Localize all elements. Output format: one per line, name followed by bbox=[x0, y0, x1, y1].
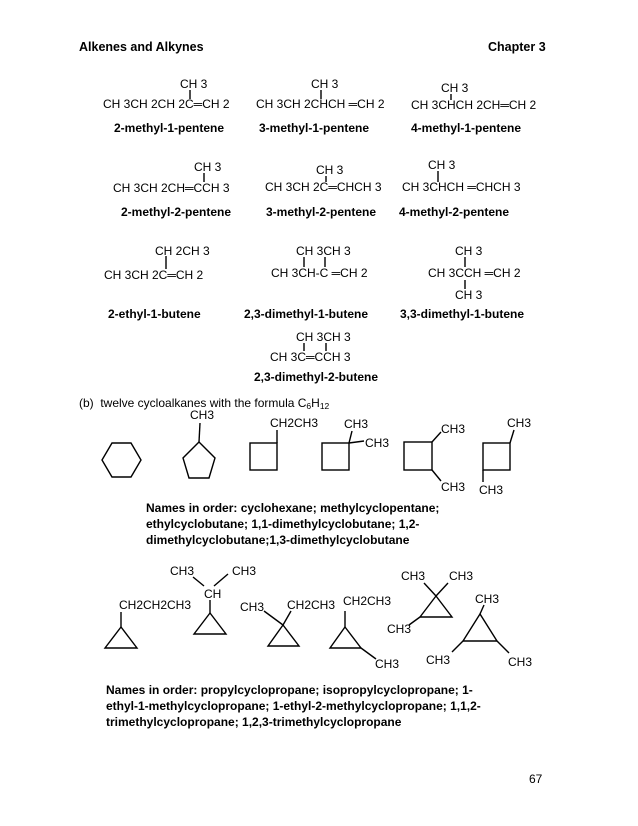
methyl-substituent: CH3 bbox=[475, 592, 500, 606]
substituent-label: CH 3 bbox=[455, 288, 483, 302]
substituent-label: CH 3 bbox=[455, 244, 483, 258]
methyl-substituent: CH3 bbox=[449, 569, 474, 583]
ethyl-substituent: CH2CH3 bbox=[287, 598, 336, 612]
compound-name: 4-methyl-1-pentene bbox=[411, 121, 522, 135]
condensed-formula: CH 3CH 2CH═CCH 3 bbox=[113, 181, 230, 195]
methyl-substituent: CH3 bbox=[240, 600, 265, 614]
condensed-formula: CH 3CHCH ═CHCH 3 bbox=[402, 180, 521, 194]
condensed-formula: CH 3C═CCH 3 bbox=[270, 350, 351, 364]
methyl-substituent: CH3 bbox=[401, 569, 426, 583]
cycloalkane-names-list-1: Names in order: cyclohexane; methylcyclopentane; ethylcyclobutane; 1,1-dimethylcyclobutane; 1,2-dimethylcyclobutane;1,3-dimethylcyclobutane bbox=[146, 501, 440, 547]
part-b-label: (b) twelve cycloalkanes with the formula $C_6H_{12}$ bbox=[79, 396, 330, 411]
condensed-formula: CH 3CH 2CH 2C═CH 2 bbox=[103, 97, 230, 111]
substituent-label: CH 3 bbox=[428, 158, 456, 172]
ethyl-substituent: CH2CH3 bbox=[270, 416, 319, 430]
condensed-formula: CH 3CCH ═CH 2 bbox=[428, 266, 521, 280]
page-number: 67 bbox=[529, 772, 543, 786]
running-header-chapter: Chapter 3 bbox=[488, 40, 546, 54]
ethyl-substituent: CH2CH3 bbox=[343, 594, 392, 608]
cyclopropane-ring bbox=[194, 613, 226, 634]
substituent-label: CH 3CH 3 bbox=[296, 330, 351, 344]
compound-name: 2,3-dimethyl-1-butene bbox=[244, 307, 369, 321]
condensed-formula: CH 3CHCH 2CH═CH 2 bbox=[411, 98, 537, 112]
cyclopropane-ring bbox=[105, 627, 137, 648]
condensed-formula: CH 3CH-C ═CH 2 bbox=[271, 266, 368, 280]
compound-name: 3,3-dimethyl-1-butene bbox=[400, 307, 525, 321]
substituent-label: CH 2CH 3 bbox=[155, 244, 210, 258]
methyl-substituent: CH3 bbox=[365, 436, 390, 450]
methyl-substituent: CH3 bbox=[170, 564, 195, 578]
methyl-substituent: CH3 bbox=[479, 483, 504, 497]
methyl-substituent: CH3 bbox=[387, 622, 412, 636]
compound-name: 3-methyl-1-pentene bbox=[259, 121, 370, 135]
ch-group: CH bbox=[204, 587, 222, 601]
running-header-title: Alkenes and Alkynes bbox=[79, 40, 204, 54]
condensed-formula: CH 3CH 2CHCH ═CH 2 bbox=[256, 97, 385, 111]
cyclopropane-ring bbox=[330, 627, 361, 648]
methyl-substituent: CH3 bbox=[441, 480, 466, 494]
methyl-substituent: CH3 bbox=[344, 417, 369, 431]
cycloalkane-names-list-2: Names in order: propylcyclopropane; isopropylcyclopropane; 1-ethyl-1-methylcyclopropane; 1-ethyl-2-methylcyclopropane; 1,1,2-trimethylcyclopropane; 1,2,3-trimethylcyclopropane bbox=[106, 683, 481, 729]
methyl-substituent: CH3 bbox=[232, 564, 257, 578]
substituent-label: CH 3CH 3 bbox=[296, 244, 351, 258]
methyl-substituent: CH3 bbox=[508, 655, 533, 669]
methyl-substituent: CH3 bbox=[375, 657, 400, 671]
condensed-formula: CH 3CH 2C═CHCH 3 bbox=[265, 180, 382, 194]
substituent-label: CH 3 bbox=[194, 160, 222, 174]
compound-name: 2-ethyl-1-butene bbox=[108, 307, 201, 321]
cyclopropane-ring bbox=[463, 614, 497, 641]
substituent-label: CH 3 bbox=[316, 163, 344, 177]
methyl-substituent: CH3 bbox=[426, 653, 451, 667]
compound-name: 4-methyl-2-pentene bbox=[399, 205, 510, 219]
cyclopropane-ring bbox=[268, 625, 299, 646]
compound-name: 2,3-dimethyl-2-butene bbox=[254, 370, 379, 384]
methyl-substituent: CH3 bbox=[507, 416, 532, 430]
cyclopropane-ring bbox=[420, 596, 452, 617]
propyl-substituent: CH2CH2CH3 bbox=[119, 598, 192, 612]
methyl-substituent: CH3 bbox=[441, 422, 466, 436]
substituent-label: CH 3 bbox=[180, 77, 208, 91]
substituent-label: CH 3 bbox=[441, 81, 469, 95]
condensed-formula: CH 3CH 2C═CH 2 bbox=[104, 268, 204, 282]
compound-name: 2-methyl-2-pentene bbox=[121, 205, 232, 219]
compound-name: 2-methyl-1-pentene bbox=[114, 121, 225, 135]
methyl-substituent: CH3 bbox=[190, 408, 215, 422]
substituent-label: CH 3 bbox=[311, 77, 339, 91]
compound-name: 3-methyl-2-pentene bbox=[266, 205, 377, 219]
